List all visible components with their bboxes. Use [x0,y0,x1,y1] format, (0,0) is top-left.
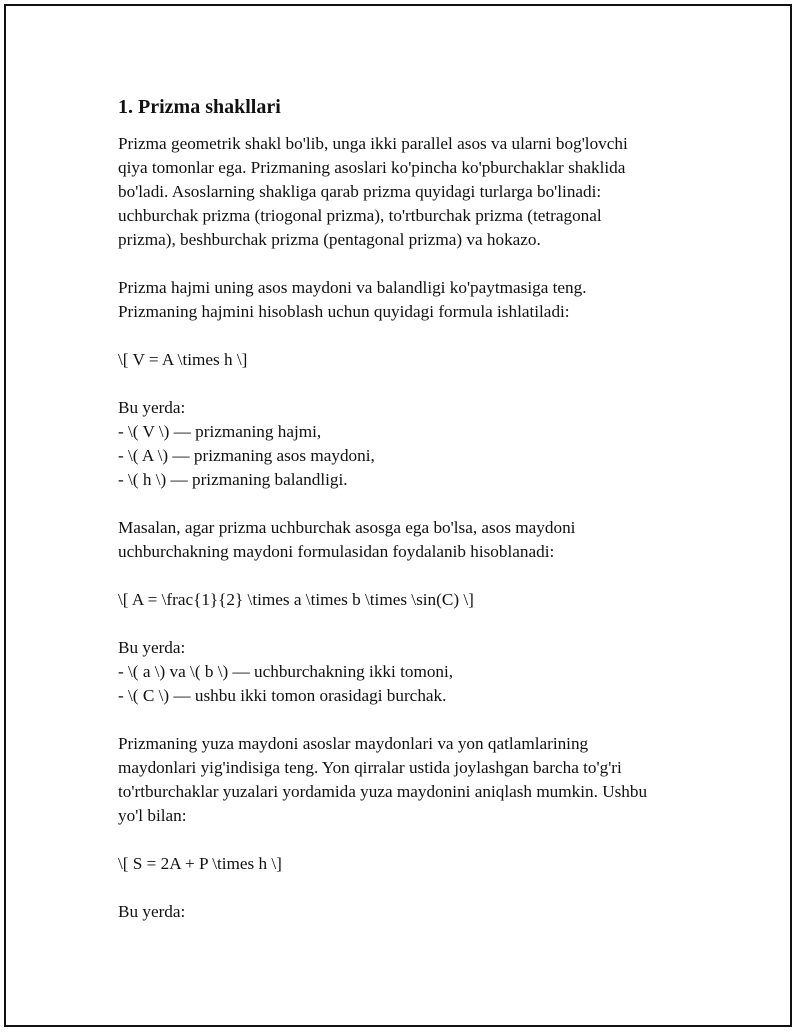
text-line: Prizmaning yuza maydoni asoslar maydonlari va yon qatlamlarining [118,734,589,753]
text-line: - \( a \) va \( b \) — uchburchakning ikki tomoni, [118,662,454,681]
document-body [118,95,698,948]
text-line: uchburchakning maydoni formulasidan foydalanib hisoblanadi: [118,542,555,561]
paragraph-1 [118,132,698,252]
text-line: Prizma hajmi uning asos maydoni va balandligi ko'paytmasiga teng. [118,278,587,297]
text-line: uchburchak prizma (triogonal prizma), to'rtburchak prizma (tetragonal [118,206,602,225]
paragraph-7 [118,636,698,708]
paragraph-2 [118,276,698,324]
text-line: \[ S = 2A + P \times h \] [118,854,282,873]
text-line: - \( h \) — prizmaning balandligi. [118,470,348,489]
text-line: bo'ladi. Asoslarning shakliga qarab prizma quyidagi turlarga bo'linadi: [118,182,602,201]
text-line: maydonlari yig'indisiga teng. Yon qirralar ustida joylashgan barcha to'g'ri [118,758,622,777]
text-line: Bu yerda: [118,902,186,921]
paragraph-8 [118,732,698,828]
paragraph-10 [118,900,698,924]
paragraph-9 [118,852,698,876]
text-line: \[ A = \frac{1}{2} \times a \times b \times \sin(C) \] [118,590,474,609]
paragraphs-container [118,132,698,924]
text-line: Bu yerda: [118,398,186,417]
text-line: Prizmaning hajmini hisoblash uchun quyidagi formula ishlatiladi: [118,302,570,321]
text-line: to'rtburchaklar yuzalari yordamida yuza maydonini aniqlash mumkin. Ushbu [118,782,648,801]
text-line: Prizma geometrik shakl bo'lib, unga ikki parallel asos va ularni bog'lovchi [118,134,628,153]
text-line: \[ V = A \times h \] [118,350,248,369]
text-line: yo'l bilan: [118,806,187,825]
section-heading: 1. Prizma shakllari [118,96,281,118]
paragraph-4 [118,396,698,492]
text-line: prizma), beshburchak prizma (pentagonal prizma) va hokazo. [118,230,541,249]
text-line: Bu yerda: [118,638,186,657]
text-line: Masalan, agar prizma uchburchak asosga ega bo'lsa, asos maydoni [118,518,576,537]
text-line: - \( V \) — prizmaning hajmi, [118,422,322,441]
text-line: - \( A \) — prizmaning asos maydoni, [118,446,375,465]
paragraph-3 [118,348,698,372]
paragraph-5 [118,516,698,564]
text-line: - \( C \) — ushbu ikki tomon orasidagi burchak. [118,686,447,705]
text-line: qiya tomonlar ega. Prizmaning asoslari ko'pincha ko'pburchaklar shaklida [118,158,626,177]
paragraph-6 [118,588,698,612]
